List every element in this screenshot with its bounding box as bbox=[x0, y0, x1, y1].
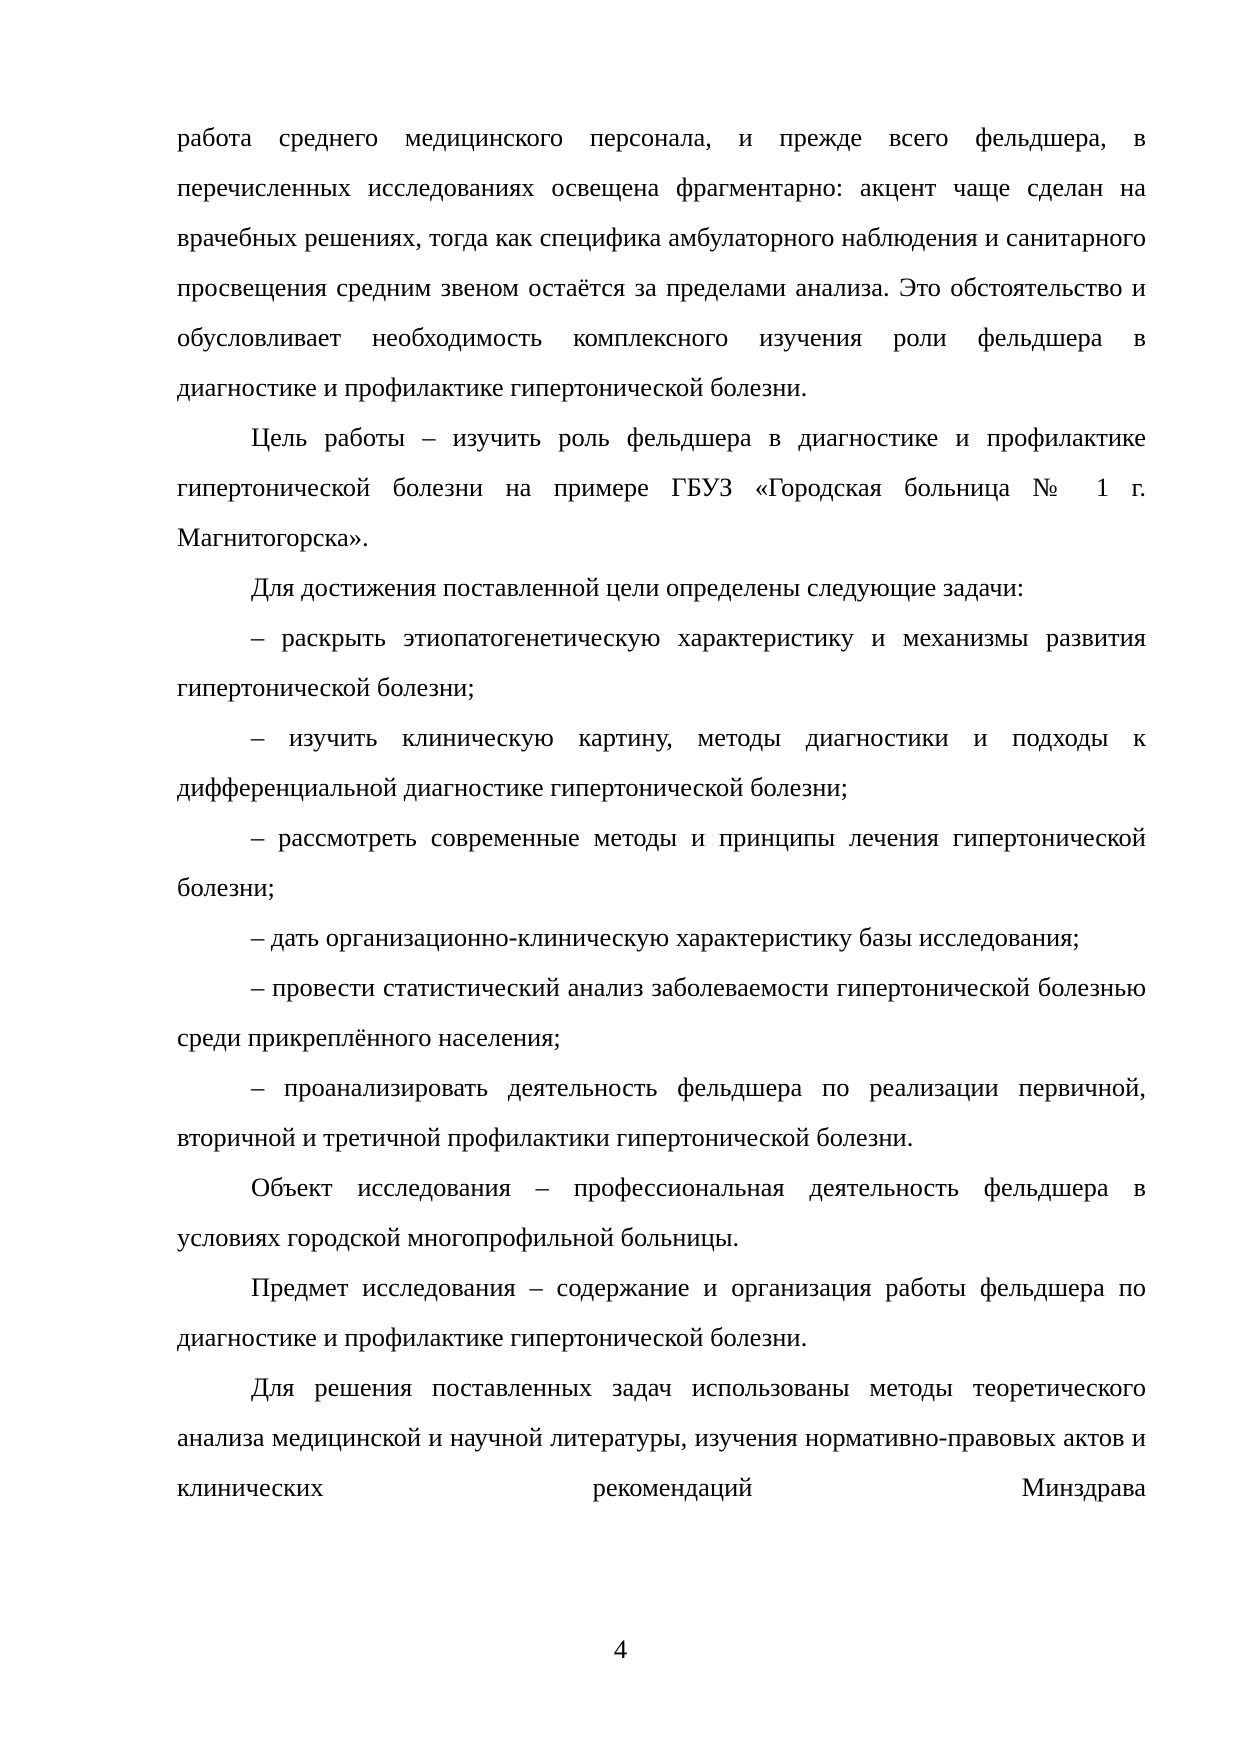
task-item-4: – дать организационно-клиническую характеристику базы исследования; bbox=[251, 922, 1080, 952]
paragraph-object: Объект исследования – профессиональная деятельность фельдшера в условиях городской многопрофильной больницы. bbox=[177, 1172, 1146, 1252]
task-item-3: – рассмотреть современные методы и принципы лечения гипертонической болезни; bbox=[177, 822, 1146, 902]
paragraph-continuation: работа среднего медицинского персонала, и прежде всего фельдшера, в перечисленных исследованиях освещена фрагментарно: акцент чаще сделан на врачебных решениях, тогда как специфика амбулаторного наблюдения и санитарного просвещения средним звеном остаётся за пределами анализа. Это обстоятельство и обусловливает необходимость комплексного изучения роли фельдшера в диагностике и профилактике гипертонической болезни. bbox=[177, 122, 1146, 402]
paragraph-goal: Цель работы – изучить роль фельдшера в диагностике и профилактике гипертонической болезни на примере ГБУЗ «Городская больница № 1 г. Магнитогорска». bbox=[177, 422, 1146, 552]
task-item-6: – проанализировать деятельность фельдшера по реализации первичной, вторичной и третичной профилактики гипертонической болезни. bbox=[177, 1072, 1146, 1152]
task-item-1: – раскрыть этиопатогенетическую характеристику и механизмы развития гипертонической болезни; bbox=[177, 622, 1146, 702]
page-number: 4 bbox=[613, 1634, 628, 1664]
paragraph-subject: Предмет исследования – содержание и организация работы фельдшера по диагностике и профилактике гипертонической болезни. bbox=[177, 1272, 1146, 1352]
body-text bbox=[177, 112, 1146, 1512]
task-item-2: – изучить клиническую картину, методы диагностики и подходы к дифференциальной диагностике гипертонической болезни; bbox=[177, 722, 1146, 802]
paragraph-tasks-intro: Для достижения поставленной цели определены следующие задачи: bbox=[251, 572, 1025, 602]
paragraph-methods: Для решения поставленных задач использованы методы теоретического анализа медицинской и научной литературы, изучения нормативно-правовых актов и клинических рекомендаций Минздрава bbox=[177, 1372, 1146, 1502]
task-item-5: – провести статистический анализ заболеваемости гипертонической болезнью среди прикреплённого населения; bbox=[177, 972, 1146, 1052]
